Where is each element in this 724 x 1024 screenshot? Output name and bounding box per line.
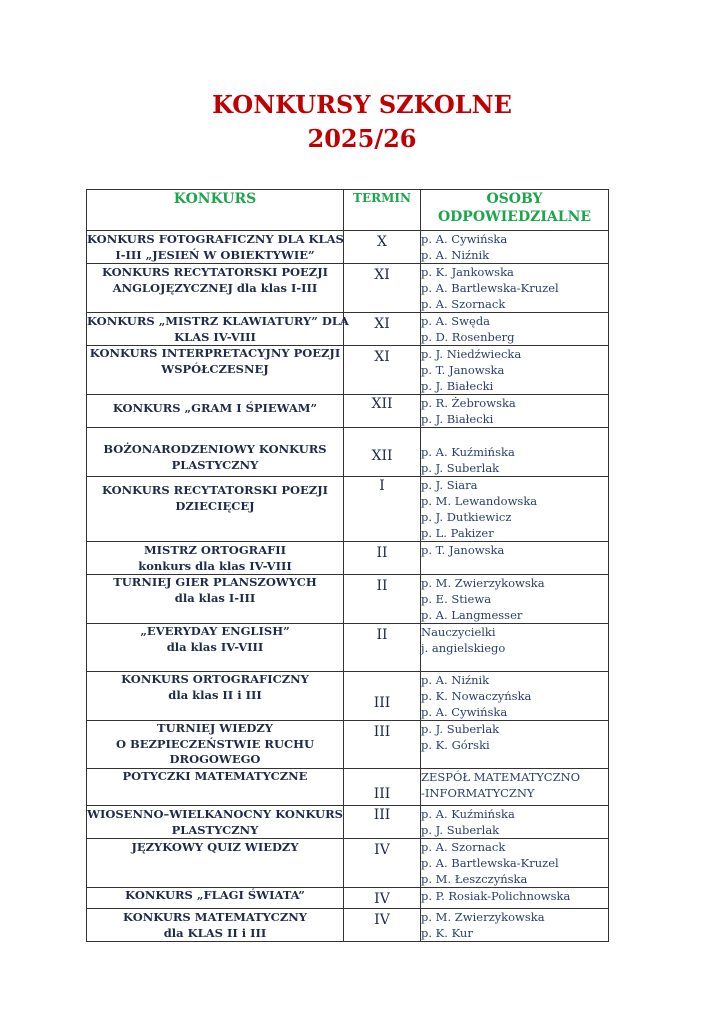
responsible-person: p. J. Suberlak: [421, 823, 500, 837]
responsible-persons: [421, 477, 609, 542]
contest-term: XI: [344, 264, 421, 313]
table-row: [87, 231, 609, 264]
responsible-person: p. M. Lewandowska: [421, 494, 538, 508]
contest-name-line: KONKURS FOTOGRAFICZNY DLA KLAS: [87, 232, 344, 246]
responsible-persons: [421, 428, 609, 477]
contest-name: [87, 477, 344, 542]
responsible-person: p. J. Dutkiewicz: [421, 510, 512, 524]
contest-name: [87, 888, 344, 909]
header-konkurs: KONKURS: [87, 190, 344, 231]
contest-name-line: I-III „JESIEŃ W OBIEKTYWIE”: [115, 247, 315, 262]
contest-name: [87, 806, 344, 839]
table-row: [87, 428, 609, 477]
contest-name-line: KONKURS INTERPRETACYJNY POEZJI: [89, 346, 341, 360]
responsible-person: -INFORMATYCZNY: [421, 786, 535, 800]
contest-name-line: DROGOWEGO: [169, 752, 261, 766]
contest-term: XI: [344, 346, 421, 395]
responsible-person: p. A. Szornack: [421, 297, 506, 311]
table-row: [87, 477, 609, 542]
responsible-persons: [421, 672, 609, 721]
responsible-person: p. T. Janowska: [421, 543, 505, 557]
contest-name: [87, 313, 349, 346]
responsible-person: p. A. Cywińska: [421, 705, 508, 719]
contest-name-line: KONKURS „FLAGI ŚWIATA”: [125, 888, 305, 902]
responsible-persons: [421, 264, 609, 313]
contest-name-line: PLASTYCZNY: [171, 457, 259, 472]
contest-name: [87, 575, 344, 624]
contest-name-line: ANGLOJĘZYCZNEJ dla klas I-III: [112, 280, 318, 295]
contest-name: [87, 839, 344, 888]
contest-term: XI: [344, 313, 421, 346]
responsible-person: p. A. Kuźmińska: [421, 807, 515, 821]
table-row: [87, 909, 609, 942]
table-row: [87, 313, 609, 346]
contest-name: [87, 624, 344, 672]
contest-name-line: dla KLAS II i III: [163, 925, 267, 940]
contest-name-line: WSPÓŁCZESNEJ: [161, 361, 269, 376]
responsible-person: p. K. Górski: [421, 738, 490, 752]
responsible-person: p. A. Langmesser: [421, 608, 523, 622]
contest-name: [87, 231, 344, 264]
contest-term: II: [344, 624, 421, 672]
responsible-person: p. R. Żebrowska: [421, 396, 516, 410]
contest-name-line: KONKURS MATEMATYCZNY: [123, 910, 307, 924]
contest-term: XII: [344, 395, 421, 428]
header-osoby-line2: ODPOWIEDZIALNE: [437, 209, 592, 225]
responsible-person: p. J. Siara: [421, 478, 478, 492]
contest-name-line: konkurs dla klas IV-VIII: [138, 558, 292, 573]
contest-name-line: KONKURS ORTOGRAFICZNY: [121, 672, 309, 686]
table-row: [87, 806, 609, 839]
responsible-person: p. D. Rosenberg: [421, 330, 515, 344]
header-osoby-line1: OSOBY: [486, 191, 543, 207]
contest-name-line: TURNIEJ WIEDZY: [157, 721, 273, 735]
responsible-person: p. A. Niźnik: [421, 248, 490, 262]
page-subtitle-year: 2025/26: [307, 124, 417, 153]
responsible-persons: [421, 395, 609, 428]
contest-name-line: PLASTYCZNY: [171, 822, 259, 837]
contest-term: IV: [344, 888, 421, 909]
contest-name-line: KONKURS RECYTATORSKI POEZJI: [101, 483, 329, 497]
contest-name-line: KONKURS RECYTATORSKI POEZJI: [101, 265, 329, 279]
contest-term: II: [344, 542, 421, 575]
table-row: [87, 264, 609, 313]
responsible-person: p. K. Jankowska: [421, 265, 514, 279]
responsible-persons: [421, 721, 609, 769]
contest-term: IV: [344, 839, 421, 888]
contest-term: III: [344, 769, 421, 806]
responsible-person: j. angielskiego: [421, 641, 506, 655]
contest-term: IV: [344, 909, 421, 942]
responsible-persons: [421, 313, 609, 346]
responsible-person: p. K. Nowaczyńska: [421, 689, 532, 703]
contest-name-line: „EVERYDAY ENGLISH”: [140, 624, 290, 638]
page-title: KONKURSY SZKOLNE: [212, 90, 512, 119]
contest-name: [87, 672, 344, 721]
responsible-persons: [421, 839, 609, 888]
responsible-person: p. K. Kur: [421, 926, 473, 940]
table-row: [87, 721, 609, 769]
responsible-person: p. J. Białecki: [421, 412, 494, 426]
responsible-persons: [421, 575, 609, 624]
responsible-person: p. A. Kuźmińska: [421, 445, 515, 459]
contest-term: III: [344, 721, 421, 769]
contest-term: III: [344, 806, 421, 839]
responsible-persons: [421, 888, 609, 909]
responsible-persons: [421, 806, 609, 839]
contest-name: [87, 346, 344, 395]
responsible-persons: [421, 231, 609, 264]
contest-name: [87, 264, 344, 313]
contest-term: X: [344, 231, 421, 264]
contest-name: [87, 909, 344, 942]
contest-name-line: POTYCZKI MATEMATYCZNE: [122, 769, 308, 783]
contest-name: [87, 721, 344, 769]
responsible-persons: [421, 624, 609, 672]
header-osoby: [421, 190, 609, 231]
contest-name-line: MISTRZ ORTOGRAFII: [143, 543, 287, 557]
table-row: [87, 575, 609, 624]
responsible-persons: [421, 769, 609, 806]
contest-name: [87, 395, 344, 428]
contest-term: XII: [344, 428, 421, 477]
contest-name-line: BOŻONARODZENIOWY KONKURS: [103, 442, 327, 456]
responsible-person: p. M. Zwierzykowska: [421, 576, 545, 590]
contest-name-line: JĘZYKOWY QUIZ WIEDZY: [131, 840, 299, 854]
contest-name: [87, 428, 344, 477]
contest-name-line: KONKURS „MISTRZ KLAWIATURY” DLA: [87, 314, 349, 328]
responsible-person: p. J. Białecki: [421, 379, 494, 393]
responsible-persons: [421, 346, 609, 395]
responsible-person: p. T. Janowska: [421, 363, 505, 377]
responsible-person: p. P. Rosiak-Polichnowska: [421, 889, 571, 903]
contest-name-line: KLAS IV-VIII: [174, 329, 256, 344]
responsible-person: p. E. Stiewa: [421, 592, 492, 606]
responsible-person: p. A. Swęda: [421, 314, 491, 328]
table-row: [87, 624, 609, 672]
contest-name-line: DZIECIĘCEJ: [175, 498, 255, 513]
table-row: [87, 672, 609, 721]
contest-name-line: dla klas I-III: [174, 590, 256, 605]
table-row: [87, 395, 609, 428]
contest-name-line: dla klas II i III: [168, 687, 262, 702]
table-row: [87, 542, 609, 575]
table-body: [87, 231, 609, 942]
contest-name: [87, 542, 344, 575]
responsible-person: p. J. Suberlak: [421, 461, 500, 475]
responsible-person: p. L. Pakizer: [421, 526, 494, 540]
contest-name-line: KONKURS „GRAM I ŚPIEWAM”: [112, 401, 318, 415]
header-termin: TERMIN: [344, 190, 421, 231]
responsible-person: ZESPÓŁ MATEMATYCZNO: [421, 770, 581, 784]
responsible-person: p. A. Szornack: [421, 840, 506, 854]
contest-name-line: dla klas IV-VIII: [166, 639, 264, 654]
contest-name-line: TURNIEJ GIER PLANSZOWYCH: [113, 575, 317, 589]
responsible-persons: [421, 909, 609, 942]
table-header-row: [87, 190, 609, 231]
responsible-person: p. J. Suberlak: [421, 722, 500, 736]
table-row: [87, 346, 609, 395]
responsible-person: p. M. Zwierzykowska: [421, 910, 545, 924]
contest-name-line: WIOSENNO–WIELKANOCNY KONKURS: [87, 807, 343, 821]
table-row: [87, 839, 609, 888]
responsible-persons: [421, 542, 609, 575]
responsible-person: p. M. Łeszczyńska: [421, 872, 528, 886]
contest-term: I: [344, 477, 421, 542]
contest-name: [87, 769, 344, 806]
contest-name-line: O BEZPIECZEŃSTWIE RUCHU: [115, 736, 315, 751]
responsible-person: Nauczycielki: [421, 625, 496, 639]
responsible-person: p. A. Bartlewska-Kruzel: [421, 856, 559, 870]
responsible-person: p. A. Niźnik: [421, 673, 490, 687]
responsible-person: p. A. Bartlewska-Kruzel: [421, 281, 559, 295]
table-row: [87, 769, 609, 806]
responsible-person: p. J. Niedźwiecka: [421, 347, 522, 361]
responsible-person: p. A. Cywińska: [421, 232, 508, 246]
contest-term: III: [344, 672, 421, 721]
table-row: [87, 888, 609, 909]
contests-table: [86, 189, 609, 942]
contest-term: II: [344, 575, 421, 624]
